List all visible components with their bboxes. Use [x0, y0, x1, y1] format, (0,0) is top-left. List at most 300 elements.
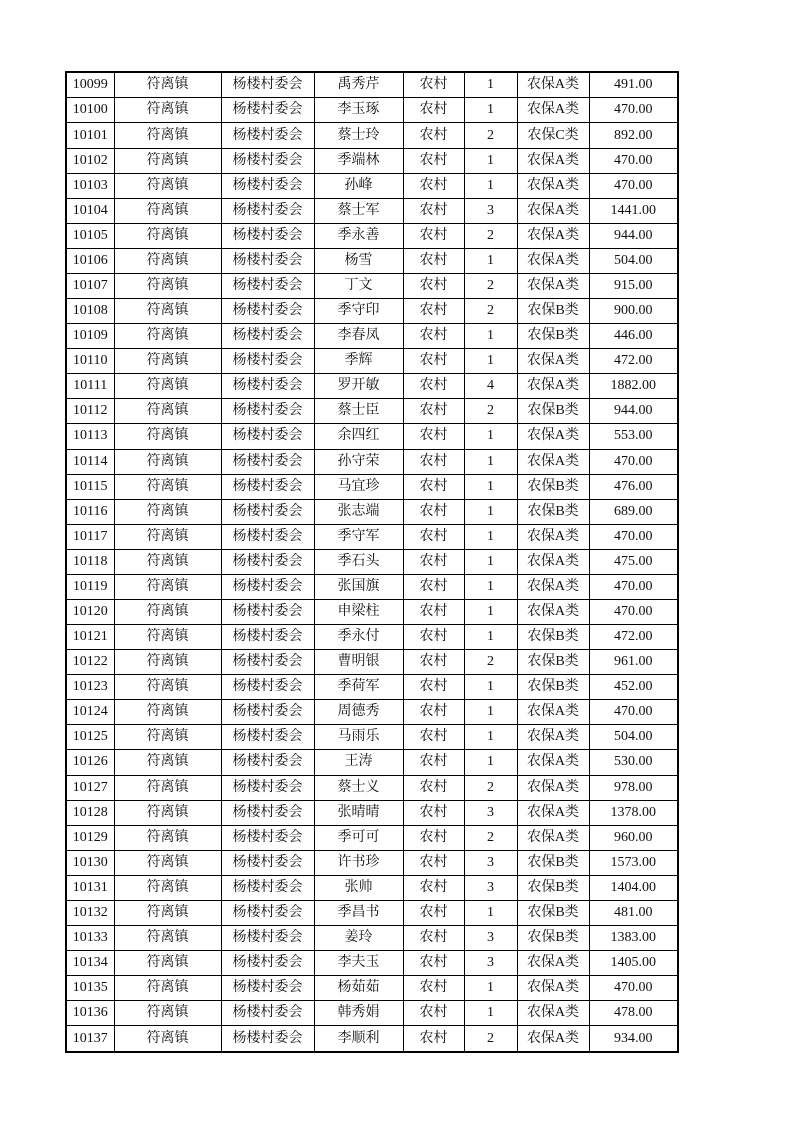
cell-persons: 1: [464, 574, 517, 599]
table-region: [65, 71, 679, 1053]
cell-name: 季石头: [314, 549, 403, 574]
cell-category: 农保A类: [517, 148, 589, 173]
cell-residence: 农村: [403, 825, 464, 850]
cell-amount: 504.00: [589, 248, 678, 273]
cell-persons: 2: [464, 775, 517, 800]
cell-persons: 1: [464, 72, 517, 98]
cell-name: 周德秀: [314, 700, 403, 725]
cell-id: 10102: [66, 148, 114, 173]
cell-amount: 470.00: [589, 148, 678, 173]
cell-name: 季荷军: [314, 675, 403, 700]
cell-name: 马雨乐: [314, 725, 403, 750]
cell-amount: 478.00: [589, 1001, 678, 1026]
cell-amount: 892.00: [589, 123, 678, 148]
table-row: [66, 900, 678, 925]
cell-residence: 农村: [403, 599, 464, 624]
cell-category: 农保B类: [517, 875, 589, 900]
cell-residence: 农村: [403, 976, 464, 1001]
table-row: [66, 299, 678, 324]
table-row: [66, 549, 678, 574]
cell-amount: 1573.00: [589, 850, 678, 875]
cell-persons: 1: [464, 900, 517, 925]
cell-residence: 农村: [403, 499, 464, 524]
table-row: [66, 599, 678, 624]
cell-id: 10110: [66, 349, 114, 374]
cell-persons: 3: [464, 800, 517, 825]
cell-id: 10117: [66, 524, 114, 549]
cell-town: 符离镇: [114, 650, 221, 675]
cell-amount: 475.00: [589, 549, 678, 574]
cell-village: 杨楼村委会: [221, 775, 314, 800]
cell-village: 杨楼村委会: [221, 976, 314, 1001]
table-row: [66, 875, 678, 900]
cell-persons: 1: [464, 148, 517, 173]
cell-village: 杨楼村委会: [221, 750, 314, 775]
cell-residence: 农村: [403, 123, 464, 148]
cell-town: 符离镇: [114, 775, 221, 800]
cell-name: 李夫玉: [314, 951, 403, 976]
table-row: [66, 524, 678, 549]
cell-name: 姜玲: [314, 925, 403, 950]
cell-id: 10107: [66, 273, 114, 298]
cell-category: 农保A类: [517, 198, 589, 223]
cell-category: 农保A类: [517, 173, 589, 198]
cell-town: 符离镇: [114, 349, 221, 374]
cell-persons: 2: [464, 650, 517, 675]
cell-name: 张志端: [314, 499, 403, 524]
cell-id: 10126: [66, 750, 114, 775]
cell-village: 杨楼村委会: [221, 574, 314, 599]
cell-amount: 446.00: [589, 324, 678, 349]
cell-village: 杨楼村委会: [221, 675, 314, 700]
cell-village: 杨楼村委会: [221, 549, 314, 574]
cell-amount: 470.00: [589, 574, 678, 599]
cell-category: 农保A类: [517, 374, 589, 399]
cell-residence: 农村: [403, 198, 464, 223]
cell-name: 蔡士军: [314, 198, 403, 223]
cell-residence: 农村: [403, 299, 464, 324]
cell-town: 符离镇: [114, 148, 221, 173]
cell-amount: 470.00: [589, 700, 678, 725]
cell-category: 农保B类: [517, 900, 589, 925]
cell-residence: 农村: [403, 800, 464, 825]
table-row: [66, 951, 678, 976]
cell-id: 10125: [66, 725, 114, 750]
cell-category: 农保A类: [517, 599, 589, 624]
cell-residence: 农村: [403, 148, 464, 173]
cell-amount: 553.00: [589, 424, 678, 449]
cell-name: 杨茹茹: [314, 976, 403, 1001]
cell-amount: 1405.00: [589, 951, 678, 976]
cell-amount: 452.00: [589, 675, 678, 700]
cell-id: 10118: [66, 549, 114, 574]
cell-residence: 农村: [403, 248, 464, 273]
cell-persons: 1: [464, 675, 517, 700]
cell-category: 农保A类: [517, 549, 589, 574]
cell-persons: 1: [464, 549, 517, 574]
cell-town: 符离镇: [114, 424, 221, 449]
cell-amount: 1882.00: [589, 374, 678, 399]
cell-village: 杨楼村委会: [221, 123, 314, 148]
cell-category: 农保B类: [517, 499, 589, 524]
cell-id: 10099: [66, 72, 114, 98]
cell-residence: 农村: [403, 625, 464, 650]
cell-residence: 农村: [403, 650, 464, 675]
cell-town: 符离镇: [114, 976, 221, 1001]
cell-category: 农保A类: [517, 72, 589, 98]
cell-id: 10105: [66, 223, 114, 248]
cell-village: 杨楼村委会: [221, 474, 314, 499]
cell-category: 农保B类: [517, 474, 589, 499]
cell-persons: 2: [464, 1026, 517, 1052]
cell-persons: 1: [464, 750, 517, 775]
cell-category: 农保A类: [517, 248, 589, 273]
cell-category: 农保A类: [517, 700, 589, 725]
cell-persons: 1: [464, 599, 517, 624]
table-row: [66, 976, 678, 1001]
cell-town: 符离镇: [114, 198, 221, 223]
cell-persons: 1: [464, 725, 517, 750]
table-row: [66, 1001, 678, 1026]
cell-name: 蔡士义: [314, 775, 403, 800]
cell-village: 杨楼村委会: [221, 173, 314, 198]
cell-amount: 470.00: [589, 98, 678, 123]
cell-residence: 农村: [403, 524, 464, 549]
cell-village: 杨楼村委会: [221, 925, 314, 950]
table-row: [66, 925, 678, 950]
cell-town: 符离镇: [114, 625, 221, 650]
cell-persons: 3: [464, 198, 517, 223]
cell-category: 农保A类: [517, 524, 589, 549]
cell-name: 李顺利: [314, 1026, 403, 1052]
cell-town: 符离镇: [114, 248, 221, 273]
cell-name: 季辉: [314, 349, 403, 374]
cell-amount: 978.00: [589, 775, 678, 800]
cell-town: 符离镇: [114, 875, 221, 900]
cell-id: 10112: [66, 399, 114, 424]
cell-town: 符离镇: [114, 549, 221, 574]
cell-persons: 1: [464, 324, 517, 349]
cell-category: 农保B类: [517, 399, 589, 424]
cell-persons: 1: [464, 349, 517, 374]
cell-town: 符离镇: [114, 1026, 221, 1052]
cell-id: 10127: [66, 775, 114, 800]
cell-id: 10114: [66, 449, 114, 474]
cell-town: 符离镇: [114, 675, 221, 700]
cell-amount: 689.00: [589, 499, 678, 524]
table-row: [66, 725, 678, 750]
cell-category: 农保B类: [517, 925, 589, 950]
cell-residence: 农村: [403, 424, 464, 449]
cell-town: 符离镇: [114, 599, 221, 624]
cell-village: 杨楼村委会: [221, 374, 314, 399]
cell-amount: 960.00: [589, 825, 678, 850]
cell-name: 王涛: [314, 750, 403, 775]
cell-village: 杨楼村委会: [221, 1026, 314, 1052]
cell-residence: 农村: [403, 850, 464, 875]
cell-amount: 504.00: [589, 725, 678, 750]
cell-name: 季永付: [314, 625, 403, 650]
cell-village: 杨楼村委会: [221, 98, 314, 123]
cell-name: 蔡士玲: [314, 123, 403, 148]
cell-persons: 2: [464, 123, 517, 148]
cell-village: 杨楼村委会: [221, 524, 314, 549]
cell-category: 农保A类: [517, 574, 589, 599]
cell-residence: 农村: [403, 374, 464, 399]
cell-amount: 944.00: [589, 399, 678, 424]
cell-village: 杨楼村委会: [221, 72, 314, 98]
cell-id: 10130: [66, 850, 114, 875]
table-row: [66, 574, 678, 599]
cell-amount: 1383.00: [589, 925, 678, 950]
cell-category: 农保B类: [517, 625, 589, 650]
cell-persons: 1: [464, 449, 517, 474]
cell-village: 杨楼村委会: [221, 625, 314, 650]
table-row: [66, 474, 678, 499]
cell-residence: 农村: [403, 900, 464, 925]
cell-persons: 1: [464, 700, 517, 725]
cell-persons: 1: [464, 499, 517, 524]
cell-residence: 农村: [403, 324, 464, 349]
table-row: [66, 273, 678, 298]
cell-residence: 农村: [403, 725, 464, 750]
cell-id: 10115: [66, 474, 114, 499]
cell-amount: 1378.00: [589, 800, 678, 825]
cell-name: 罗开敏: [314, 374, 403, 399]
cell-id: 10104: [66, 198, 114, 223]
cell-id: 10134: [66, 951, 114, 976]
cell-name: 许书珍: [314, 850, 403, 875]
cell-persons: 1: [464, 173, 517, 198]
cell-name: 李春凤: [314, 324, 403, 349]
cell-residence: 农村: [403, 449, 464, 474]
cell-persons: 1: [464, 976, 517, 1001]
cell-village: 杨楼村委会: [221, 1001, 314, 1026]
cell-name: 蔡士臣: [314, 399, 403, 424]
cell-persons: 2: [464, 399, 517, 424]
cell-residence: 农村: [403, 98, 464, 123]
cell-residence: 农村: [403, 750, 464, 775]
cell-amount: 472.00: [589, 349, 678, 374]
table-row: [66, 72, 678, 98]
cell-name: 孙峰: [314, 173, 403, 198]
cell-residence: 农村: [403, 925, 464, 950]
cell-town: 符离镇: [114, 900, 221, 925]
cell-village: 杨楼村委会: [221, 725, 314, 750]
cell-town: 符离镇: [114, 449, 221, 474]
cell-village: 杨楼村委会: [221, 148, 314, 173]
table-row: [66, 349, 678, 374]
table-row: [66, 223, 678, 248]
cell-village: 杨楼村委会: [221, 650, 314, 675]
cell-persons: 2: [464, 299, 517, 324]
cell-village: 杨楼村委会: [221, 900, 314, 925]
cell-name: 杨雪: [314, 248, 403, 273]
cell-village: 杨楼村委会: [221, 399, 314, 424]
cell-village: 杨楼村委会: [221, 825, 314, 850]
cell-amount: 944.00: [589, 223, 678, 248]
cell-persons: 1: [464, 248, 517, 273]
cell-id: 10100: [66, 98, 114, 123]
cell-id: 10106: [66, 248, 114, 273]
cell-amount: 1404.00: [589, 875, 678, 900]
cell-category: 农保A类: [517, 825, 589, 850]
cell-name: 禹秀芹: [314, 72, 403, 98]
cell-name: 季昌书: [314, 900, 403, 925]
cell-persons: 3: [464, 875, 517, 900]
cell-id: 10116: [66, 499, 114, 524]
cell-persons: 2: [464, 273, 517, 298]
table-row: [66, 800, 678, 825]
cell-category: 农保A类: [517, 1001, 589, 1026]
cell-town: 符离镇: [114, 725, 221, 750]
cell-id: 10136: [66, 1001, 114, 1026]
table-row: [66, 324, 678, 349]
cell-name: 季守印: [314, 299, 403, 324]
cell-amount: 491.00: [589, 72, 678, 98]
cell-residence: 农村: [403, 72, 464, 98]
cell-category: 农保A类: [517, 976, 589, 1001]
cell-id: 10137: [66, 1026, 114, 1052]
cell-town: 符离镇: [114, 474, 221, 499]
cell-town: 符离镇: [114, 273, 221, 298]
cell-amount: 470.00: [589, 524, 678, 549]
cell-id: 10131: [66, 875, 114, 900]
cell-name: 马宜珍: [314, 474, 403, 499]
table-row: [66, 825, 678, 850]
cell-residence: 农村: [403, 875, 464, 900]
cell-village: 杨楼村委会: [221, 299, 314, 324]
cell-category: 农保A类: [517, 449, 589, 474]
cell-persons: 2: [464, 825, 517, 850]
cell-village: 杨楼村委会: [221, 198, 314, 223]
cell-town: 符离镇: [114, 499, 221, 524]
cell-amount: 472.00: [589, 625, 678, 650]
cell-village: 杨楼村委会: [221, 875, 314, 900]
cell-amount: 1441.00: [589, 198, 678, 223]
table-row: [66, 399, 678, 424]
cell-persons: 1: [464, 524, 517, 549]
cell-id: 10113: [66, 424, 114, 449]
cell-id: 10135: [66, 976, 114, 1001]
cell-name: 季端林: [314, 148, 403, 173]
cell-id: 10129: [66, 825, 114, 850]
cell-residence: 农村: [403, 173, 464, 198]
cell-residence: 农村: [403, 1001, 464, 1026]
table-row: [66, 98, 678, 123]
cell-amount: 900.00: [589, 299, 678, 324]
cell-town: 符离镇: [114, 524, 221, 549]
cell-village: 杨楼村委会: [221, 248, 314, 273]
cell-residence: 农村: [403, 775, 464, 800]
cell-name: 丁文: [314, 273, 403, 298]
table-row: [66, 424, 678, 449]
cell-amount: 481.00: [589, 900, 678, 925]
table-row: [66, 775, 678, 800]
cell-name: 张晴晴: [314, 800, 403, 825]
cell-village: 杨楼村委会: [221, 324, 314, 349]
cell-category: 农保A类: [517, 424, 589, 449]
cell-amount: 961.00: [589, 650, 678, 675]
cell-residence: 农村: [403, 399, 464, 424]
cell-town: 符离镇: [114, 123, 221, 148]
cell-amount: 530.00: [589, 750, 678, 775]
table-row: [66, 173, 678, 198]
table-row: [66, 449, 678, 474]
cell-persons: 1: [464, 424, 517, 449]
cell-category: 农保A类: [517, 223, 589, 248]
cell-persons: 3: [464, 925, 517, 950]
cell-id: 10119: [66, 574, 114, 599]
cell-name: 张国旗: [314, 574, 403, 599]
cell-town: 符离镇: [114, 1001, 221, 1026]
cell-category: 农保A类: [517, 1026, 589, 1052]
cell-amount: 470.00: [589, 599, 678, 624]
cell-category: 农保A类: [517, 775, 589, 800]
cell-residence: 农村: [403, 1026, 464, 1052]
cell-category: 农保A类: [517, 725, 589, 750]
cell-id: 10132: [66, 900, 114, 925]
cell-name: 孙守荣: [314, 449, 403, 474]
cell-town: 符离镇: [114, 750, 221, 775]
cell-persons: 1: [464, 625, 517, 650]
cell-residence: 农村: [403, 700, 464, 725]
cell-persons: 1: [464, 1001, 517, 1026]
cell-town: 符离镇: [114, 223, 221, 248]
cell-category: 农保A类: [517, 273, 589, 298]
cell-persons: 3: [464, 951, 517, 976]
cell-town: 符离镇: [114, 925, 221, 950]
cell-residence: 农村: [403, 574, 464, 599]
cell-town: 符离镇: [114, 825, 221, 850]
cell-category: 农保A类: [517, 750, 589, 775]
cell-name: 张帅: [314, 875, 403, 900]
table-row: [66, 675, 678, 700]
table-row: [66, 700, 678, 725]
cell-persons: 2: [464, 223, 517, 248]
cell-persons: 4: [464, 374, 517, 399]
cell-name: 申梁柱: [314, 599, 403, 624]
table-row: [66, 148, 678, 173]
cell-id: 10103: [66, 173, 114, 198]
cell-name: 季永善: [314, 223, 403, 248]
cell-residence: 农村: [403, 549, 464, 574]
table-row: [66, 248, 678, 273]
cell-village: 杨楼村委会: [221, 951, 314, 976]
cell-town: 符离镇: [114, 800, 221, 825]
table-row: [66, 650, 678, 675]
cell-village: 杨楼村委会: [221, 349, 314, 374]
cell-name: 季可可: [314, 825, 403, 850]
table-row: [66, 1026, 678, 1052]
cell-amount: 470.00: [589, 173, 678, 198]
table-row: [66, 850, 678, 875]
cell-id: 10128: [66, 800, 114, 825]
cell-town: 符离镇: [114, 951, 221, 976]
cell-village: 杨楼村委会: [221, 599, 314, 624]
cell-category: 农保A类: [517, 800, 589, 825]
cell-persons: 1: [464, 474, 517, 499]
cell-id: 10120: [66, 599, 114, 624]
cell-village: 杨楼村委会: [221, 223, 314, 248]
cell-category: 农保C类: [517, 123, 589, 148]
cell-name: 余四红: [314, 424, 403, 449]
cell-town: 符离镇: [114, 72, 221, 98]
cell-name: 季守军: [314, 524, 403, 549]
table-row: [66, 625, 678, 650]
table-row: [66, 750, 678, 775]
cell-category: 农保B类: [517, 675, 589, 700]
